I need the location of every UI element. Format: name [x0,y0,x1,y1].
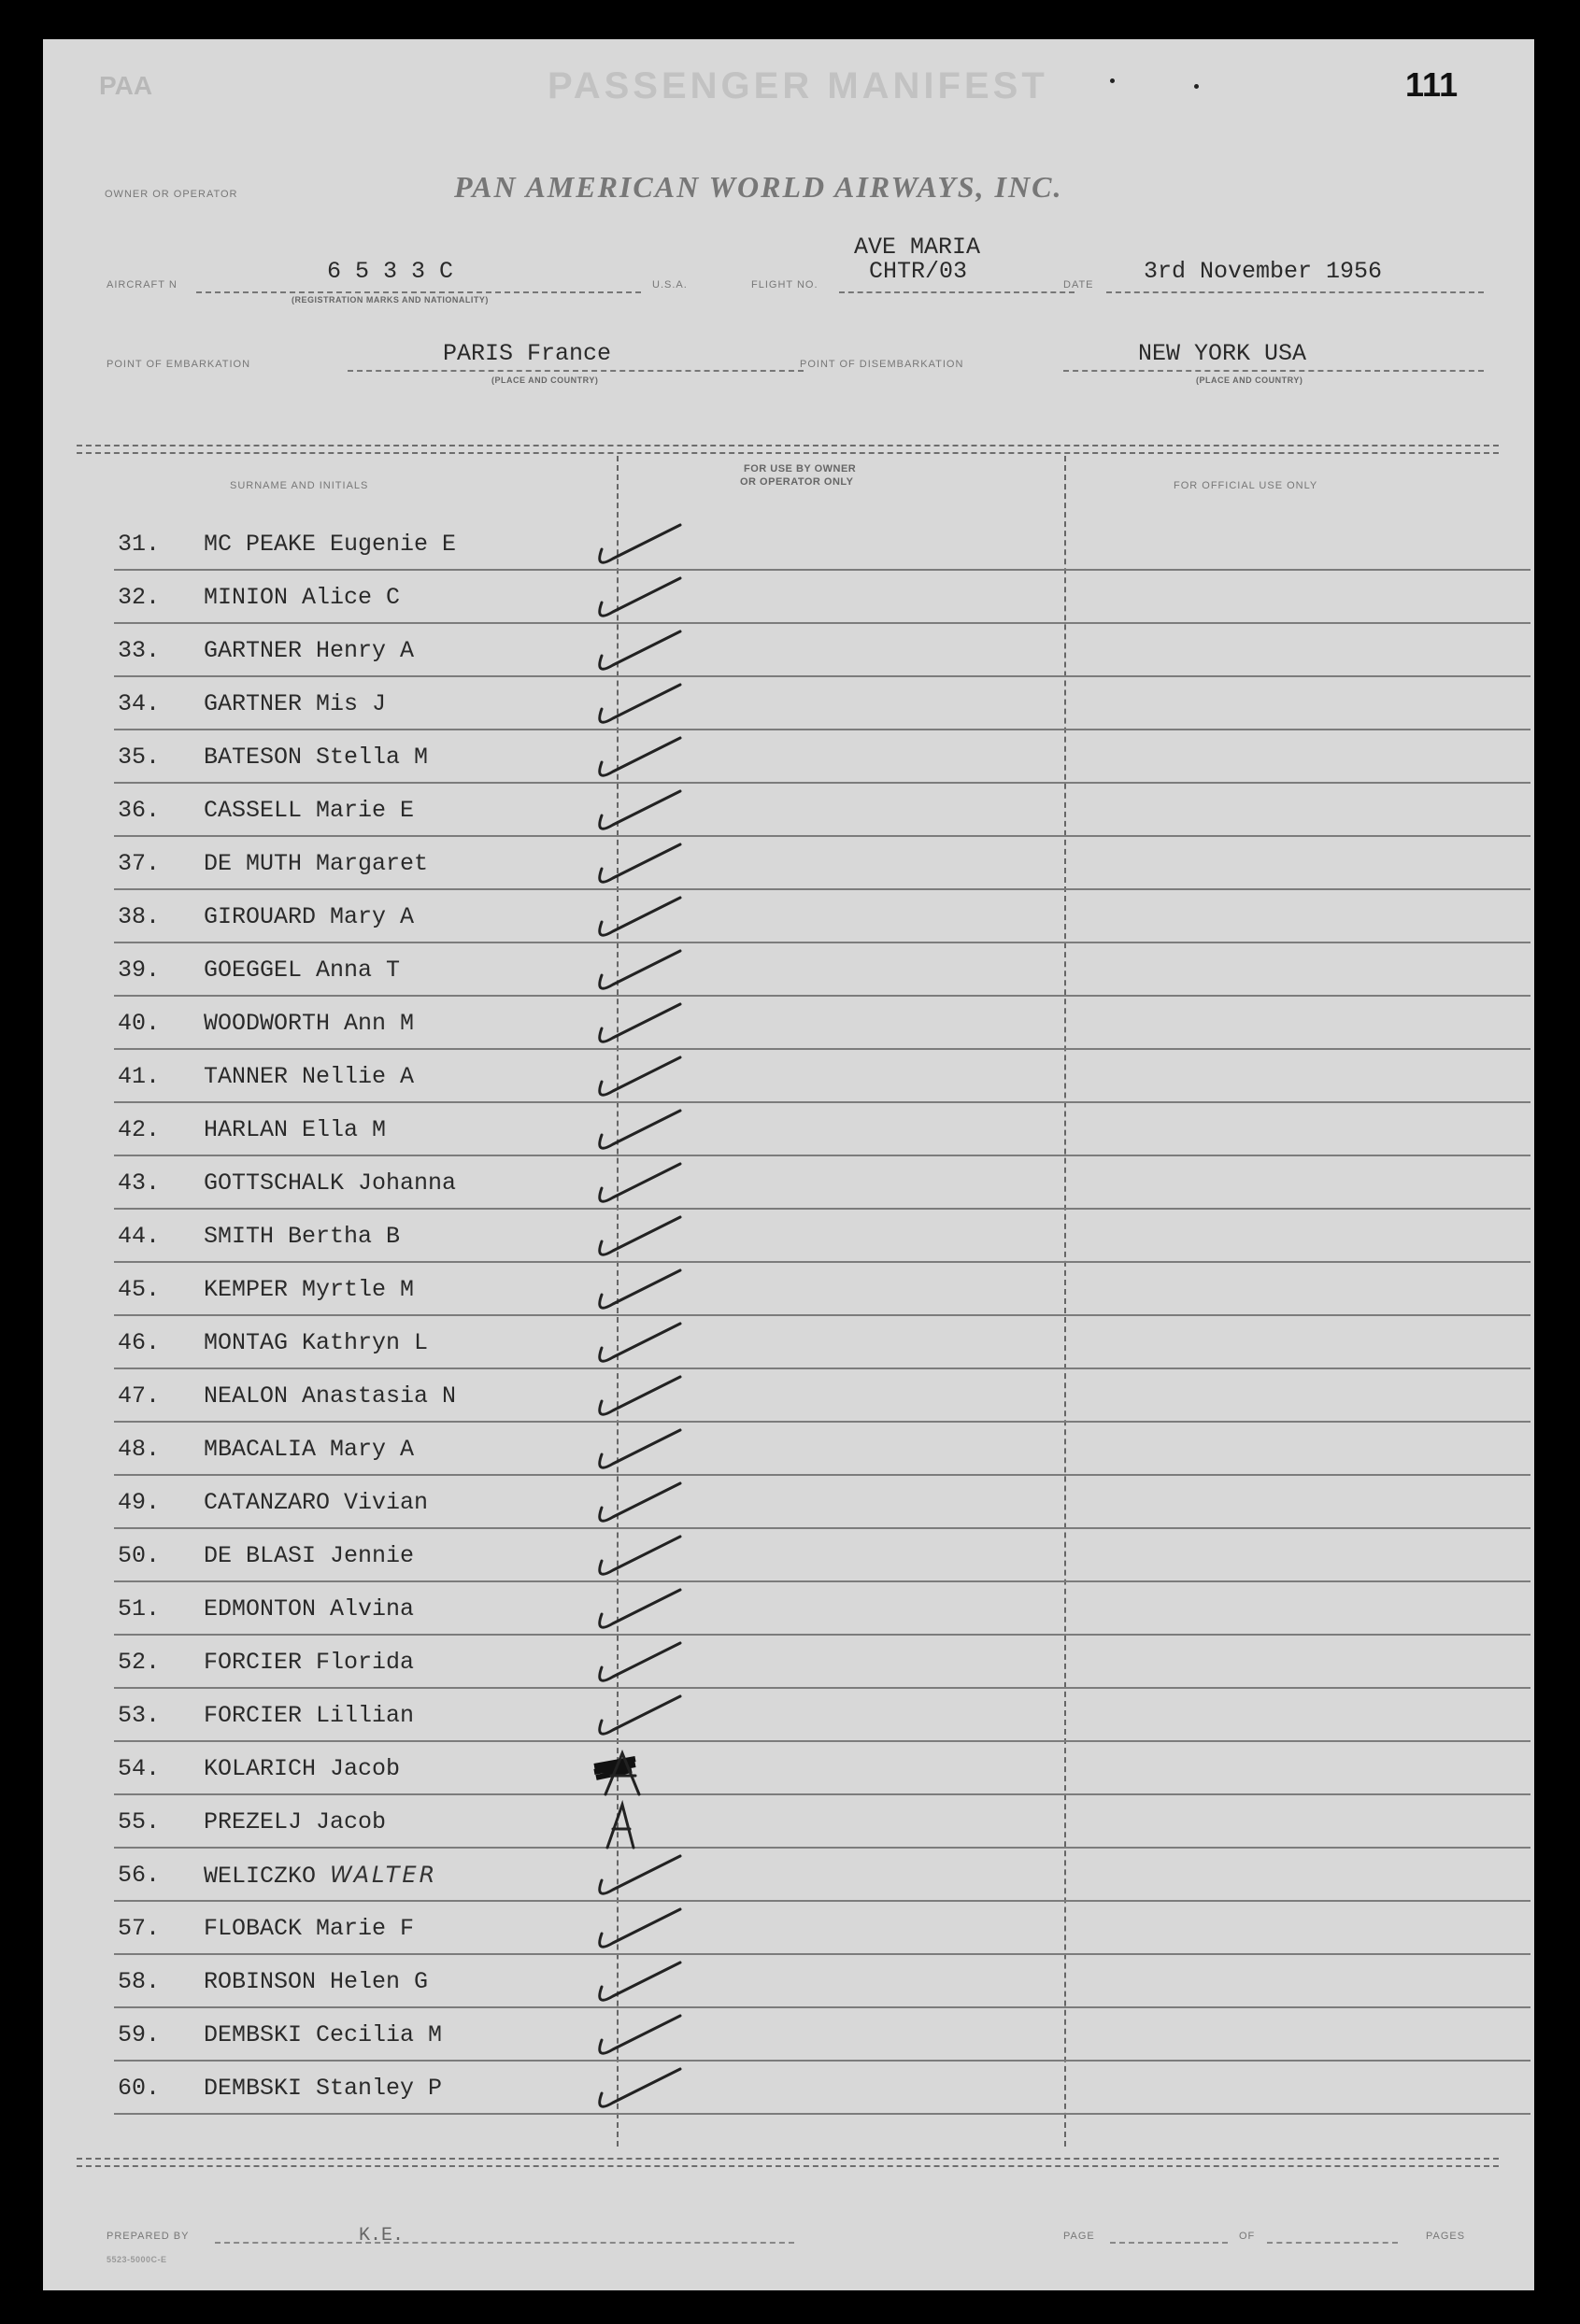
list-item [80,890,1534,943]
row-number: 53. [118,1702,161,1729]
passenger-name: DE MUTH Margaret [204,850,429,877]
date-value: 3rd November 1956 [1144,258,1383,285]
list-item [80,730,1534,784]
column-header-owner-use-line2: OR OPERATOR ONLY [740,476,854,488]
prepared-by-label: PREPARED BY [107,2231,190,2242]
prepared-by-underline [215,2242,794,2244]
form-code: 5523-5000C-E [107,2255,167,2264]
passenger-name: DE BLASI Jennie [204,1542,415,1569]
passenger-name: TANNER Nellie A [204,1063,415,1090]
list-item [80,837,1534,890]
owner-label: OWNER OR OPERATOR [105,189,238,200]
handwritten-first-name: WALTER [330,1862,438,1888]
form-stamp: PAA [99,71,153,100]
row-number: 33. [118,637,161,664]
row-number: 60. [118,2075,161,2102]
list-item [80,624,1534,677]
passenger-name: GOTTSCHALK Johanna [204,1169,457,1197]
manifest-sheet [43,39,1534,2290]
list-item [80,1689,1534,1742]
flight-name: AVE MARIA [854,234,981,261]
list-item [80,1582,1534,1636]
of-label: OF [1239,2231,1256,2242]
manifest-title: PASSENGER MANIFEST [548,65,1048,106]
row-number: 42. [118,1116,161,1143]
passenger-name: CATANZARO Vivian [204,1489,429,1516]
row-number: 48. [118,1436,161,1463]
row-number: 58. [118,1968,161,1995]
column-header-official-use: FOR OFFICIAL USE ONLY [1174,480,1318,491]
passenger-name: NEALON Anastasia N [204,1382,457,1410]
passenger-name: FLOBACK Marie F [204,1915,415,1942]
row-number: 44. [118,1223,161,1250]
list-item [80,571,1534,624]
list-item [80,784,1534,837]
row-number: 34. [118,690,161,717]
list-item [80,2062,1534,2115]
passenger-name: MINION Alice C [204,584,401,611]
table-bottom-rule [77,2158,1499,2160]
passenger-name: GARTNER Henry A [204,637,415,664]
list-item [80,677,1534,730]
row-number: 57. [118,1915,161,1942]
pages-label: PAGES [1426,2231,1466,2242]
passenger-name: FORCIER Florida [204,1649,415,1676]
row-number: 38. [118,903,161,930]
row-number: 54. [118,1755,161,1782]
flight-value: CHTR/03 [869,258,968,285]
passenger-name: CASSELL Marie E [204,797,415,824]
passenger-name: SMITH Bertha B [204,1223,401,1250]
page-number: 111 [1405,65,1459,104]
list-item [80,517,1534,571]
row-number: 52. [118,1649,161,1676]
date-label: DATE [1063,279,1094,290]
aircraft-value: 6 5 3 3 C [327,258,454,285]
row-number: 55. [118,1808,161,1835]
passenger-name: HARLAN Ella M [204,1116,387,1143]
disembarkation-underline [1063,370,1484,372]
row-number: 36. [118,797,161,824]
list-item [80,1902,1534,1955]
passenger-name: DEMBSKI Stanley P [204,2075,443,2102]
flight-underline [839,291,1075,293]
list-item [80,1369,1534,1423]
list-item [80,1316,1534,1369]
passenger-name: WELICZKO WALTER [204,1862,438,1890]
passenger-name: FORCIER Lillian [204,1702,415,1729]
embarkation-label: POINT OF EMBARKATION [107,359,251,370]
list-item [80,1263,1534,1316]
owner-value: PAN AMERICAN WORLD AIRWAYS, INC. [454,170,1063,204]
embarkation-underline [348,370,804,372]
passenger-name: GIROUARD Mary A [204,903,415,930]
date-underline [1106,291,1484,293]
row-number: 35. [118,744,161,771]
list-item [80,1156,1534,1210]
disembarkation-sublabel: (PLACE AND COUNTRY) [1196,376,1303,385]
passenger-name: GARTNER Mis J [204,690,387,717]
row-number: 41. [118,1063,161,1090]
row-number: 46. [118,1329,161,1356]
list-item [80,1955,1534,2008]
passenger-name: ROBINSON Helen G [204,1968,429,1995]
row-number: 45. [118,1276,161,1303]
passenger-name: KOLARICH Jacob [204,1755,401,1782]
of-underline [1267,2242,1398,2244]
list-item [80,1050,1534,1103]
speck [1110,78,1115,83]
table-bottom-rule [77,2165,1499,2167]
row-number: 47. [118,1382,161,1410]
list-item [80,2008,1534,2062]
aircraft-underline [196,291,641,293]
list-item [80,1529,1534,1582]
list-item [80,1103,1534,1156]
passenger-name: MBACALIA Mary A [204,1436,415,1463]
row-number: 40. [118,1010,161,1037]
passenger-name: GOEGGEL Anna T [204,957,401,984]
embarkation-sublabel: (PLACE AND COUNTRY) [491,376,599,385]
list-item [80,1849,1534,1902]
list-item [80,1210,1534,1263]
speck [1194,84,1199,89]
column-header-owner-use: FOR USE BY OWNER [744,463,857,475]
page-label: PAGE [1063,2231,1095,2242]
row-number: 37. [118,850,161,877]
row-number: 49. [118,1489,161,1516]
column-header-surname: SURNAME AND INITIALS [230,480,369,491]
disembarkation-value: NEW YORK USA [1138,340,1307,367]
list-item [80,997,1534,1050]
list-item [80,1636,1534,1689]
embarkation-value: PARIS France [443,340,612,367]
passenger-name: DEMBSKI Cecilia M [204,2021,443,2048]
table-top-rule [77,445,1499,446]
row-number: 50. [118,1542,161,1569]
aircraft-sublabel: (REGISTRATION MARKS AND NATIONALITY) [292,295,489,305]
flight-label: FLIGHT NO. [751,279,818,290]
passenger-name: KEMPER Myrtle M [204,1276,415,1303]
passenger-name: PREZELJ Jacob [204,1808,387,1835]
list-item [80,1423,1534,1476]
list-item [80,1795,1534,1849]
passenger-name: MONTAG Kathryn L [204,1329,429,1356]
page-underline [1110,2242,1228,2244]
list-item [80,943,1534,997]
row-number: 59. [118,2021,161,2048]
row-number: 39. [118,957,161,984]
aircraft-label: AIRCRAFT N [107,279,178,290]
row-number: 31. [118,531,161,558]
passenger-name: WOODWORTH Ann M [204,1010,415,1037]
passenger-name: EDMONTON Alvina [204,1595,415,1623]
row-number: 32. [118,584,161,611]
prepared-by-value: K.E. [359,2225,405,2246]
passenger-name: MC PEAKE Eugenie E [204,531,457,558]
disembarkation-label: POINT OF DISEMBARKATION [800,359,964,370]
list-item [80,1742,1534,1795]
row-number: 43. [118,1169,161,1197]
list-item [80,1476,1534,1529]
passenger-name: BATESON Stella M [204,744,429,771]
table-top-rule [77,452,1499,454]
row-number: 51. [118,1595,161,1623]
row-number: 56. [118,1862,161,1889]
usa-label: U.S.A. [652,279,688,290]
